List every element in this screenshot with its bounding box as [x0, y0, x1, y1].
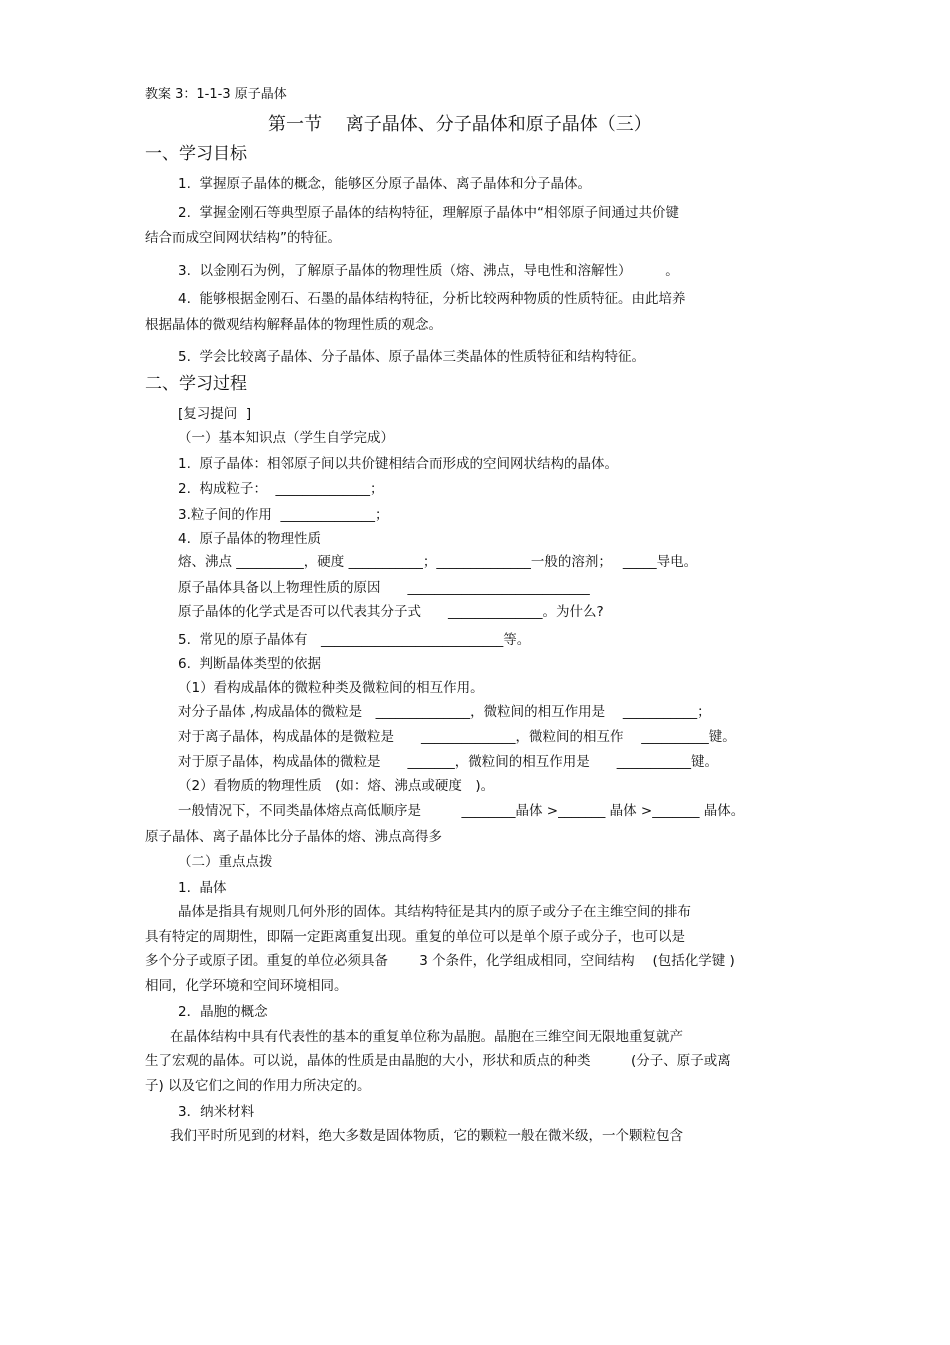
knowledge-6-1: （1）看构成晶体的微粒种类及微粒间的相互作用。	[178, 680, 484, 696]
knowledge-2: 2. 构成粒子： ______________；	[178, 481, 384, 497]
knowledge-4-formula: 原子晶体的化学式是否可以代表其分子式 ______________。为什么?	[178, 604, 604, 620]
goal-4-line-1: 4. 能够根据金刚石、石墨的晶体结构特征，分析比较两种物质的性质特征。由此培养	[178, 291, 686, 307]
point-1-line-3: 多个分子或原子团。重复的单位必须具备 3 个条件，化学组成相同，空间结构 (包括化学键 )	[145, 953, 735, 969]
goal-1: 1. 掌握原子晶体的概念，能够区分原子晶体、离子晶体和分子晶体。	[178, 176, 591, 192]
knowledge-3: 3.粒子间的作用 ______________；	[178, 507, 389, 523]
point-1-line-4: 相同，化学环境和空间环境相同。	[145, 978, 348, 994]
knowledge-6-conclusion: 原子晶体、离子晶体比分子晶体的熔、沸点高得多	[145, 829, 442, 845]
review-label: [复习提问 ]	[178, 406, 252, 422]
key-points-heading: （二）重点点拨	[178, 854, 273, 870]
point-2-line-1: 在晶体结构中具有代表性的基本的重复单位称为晶胞。晶胞在三维空间无限地重复就产	[170, 1029, 683, 1045]
knowledge-6-ionic: 对于离子晶体，构成晶体的是微粒是 ______________，微粒间的相互作 __________键。	[178, 729, 736, 745]
point-3-heading: 3．纳米材料	[178, 1104, 255, 1120]
page-title: 第一节 离子晶体、分子晶体和原子晶体（三）	[268, 114, 652, 135]
point-1-heading: 1. 晶体	[178, 880, 227, 896]
knowledge-6-molecular: 对分子晶体 ,构成晶体的微粒是 ______________，微粒间的相互作用是 ___________；	[178, 704, 711, 720]
point-1-line-1: 晶体是指具有规则几何外形的固体。其结构特征是其内的原子或分子在主维空间的排布	[178, 904, 691, 920]
point-3-line-1: 我们平时所见到的材料，绝大多数是固体物质，它的颗粒一般在微米级，一个颗粒包含	[170, 1128, 683, 1144]
knowledge-4-reason: 原子晶体具备以上物理性质的原因 ___________________________	[178, 580, 590, 596]
point-2-line-2: 生了宏观的晶体。可以说，晶体的性质是由晶胞的大小，形状和质点的种类 (分子、原子或离	[145, 1053, 731, 1069]
knowledge-4-properties: 熔、沸点 __________，硬度 ___________；______________一般的溶剂； _____导电。	[178, 554, 698, 570]
knowledge-6-order: 一般情况下，不同类晶体熔点高低顺序是 ________晶体 >_______ 晶体 >_______ 晶体。	[178, 803, 745, 819]
knowledge-6: 6. 判断晶体类型的依据	[178, 656, 321, 672]
knowledge-5: 5. 常见的原子晶体有 ___________________________等。	[178, 632, 531, 648]
point-2-line-3: 子) 以及它们之间的作用力所决定的。	[145, 1078, 371, 1094]
section-heading-goals: 一、学习目标	[145, 144, 247, 164]
point-1-line-2: 具有特定的周期性，即隔一定距离重复出现。重复的单位可以是单个原子或分子，也可以是	[145, 929, 685, 945]
knowledge-6-2: （2）看物质的物理性质 (如：熔、沸点或硬度 )。	[178, 778, 495, 794]
point-2-heading: 2．晶胞的概念	[178, 1004, 268, 1020]
knowledge-4: 4. 原子晶体的物理性质	[178, 531, 321, 547]
basic-knowledge-heading: （一）基本知识点（学生自学完成）	[178, 430, 394, 446]
knowledge-6-atomic: 对于原子晶体，构成晶体的微粒是 _______，微粒间的相互作用是 ___________键。	[178, 754, 718, 770]
goal-2-line-2: 结合而成空间网状结构”的特征。	[145, 230, 341, 246]
section-heading-process: 二、学习过程	[145, 374, 247, 394]
goal-3: 3. 以金刚石为例，了解原子晶体的物理性质（熔、沸点，导电性和溶解性） 。	[178, 263, 679, 279]
lesson-header: 教案 3：1-1-3 原子晶体	[145, 87, 287, 102]
goal-5: 5. 学会比较离子晶体、分子晶体、原子晶体三类晶体的性质特征和结构特征。	[178, 349, 645, 365]
goal-2-line-1: 2. 掌握金刚石等典型原子晶体的结构特征，理解原子晶体中“相邻原子间通过共价键	[178, 205, 679, 221]
goal-4-line-2: 根据晶体的微观结构解释晶体的物理性质的观念。	[145, 317, 442, 333]
knowledge-1: 1. 原子晶体：相邻原子间以共价键相结合而形成的空间网状结构的晶体。	[178, 456, 618, 472]
